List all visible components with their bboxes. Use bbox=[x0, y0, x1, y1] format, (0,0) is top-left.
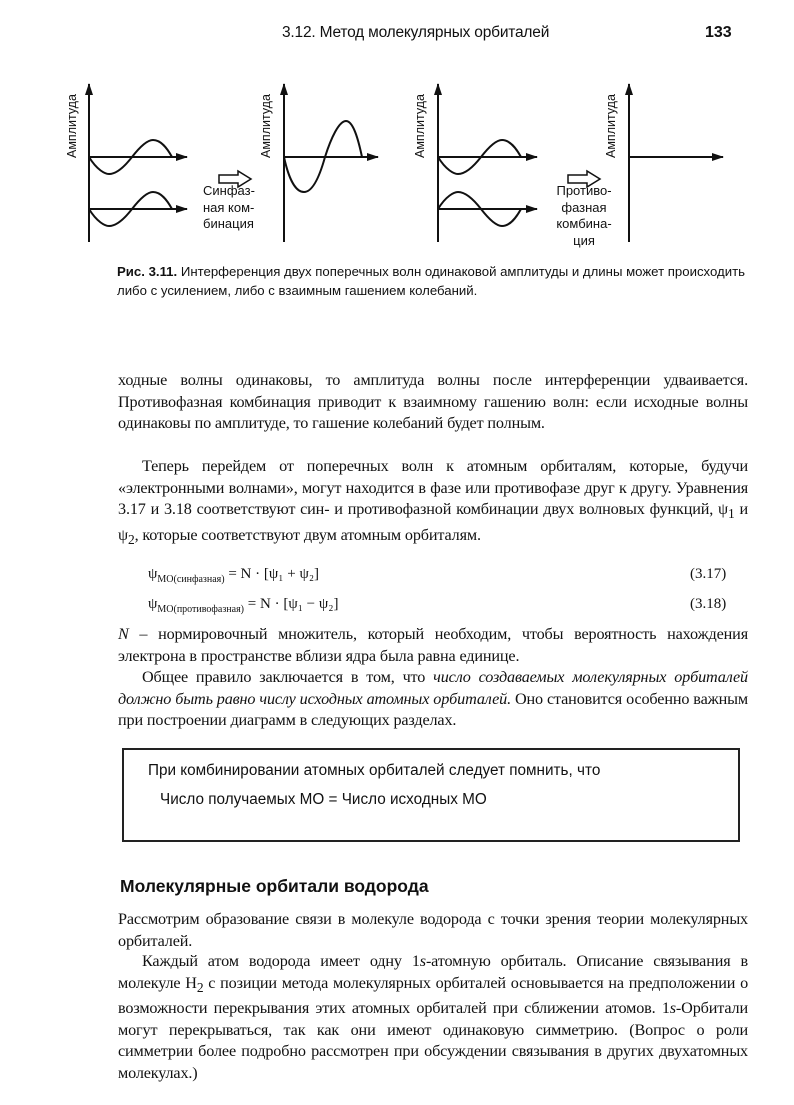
emphasized-rule: число создаваемых молекулярных орбиталей должно быть равно числу исходных атомных орбиталей. bbox=[118, 668, 749, 708]
waves-diagram bbox=[55, 70, 755, 260]
label-line: Синфаз- bbox=[203, 183, 255, 198]
label-line: фазная bbox=[561, 199, 607, 215]
text: , которые соответствуют двум атомным орбиталям. bbox=[134, 525, 481, 544]
y-axis-label: Амплитуда bbox=[65, 94, 79, 158]
text: Общее правило заключается в том, что bbox=[142, 668, 434, 686]
running-title: 3.12. Метод молекулярных орбиталей bbox=[282, 24, 550, 41]
text: -атомную орбиталь. Описание связывания в молекуле H bbox=[118, 952, 748, 992]
subscript: 2 bbox=[196, 979, 204, 995]
equation-number: (3.18) bbox=[690, 596, 727, 612]
rule-line-1: При комбинировании атомных орбиталей следует помнить, что bbox=[148, 762, 601, 779]
orbital-s: s bbox=[419, 952, 426, 970]
figure-caption bbox=[117, 263, 747, 300]
paragraph-1 bbox=[118, 370, 748, 435]
y-axis-label: Амплитуда bbox=[604, 94, 618, 158]
text: с позиции метода молекулярных орбиталей основывается на предположении о возможности перекрывания этих атомных орбиталей при сближении атомов. 1 bbox=[118, 973, 749, 1018]
paragraph-text: Рассмотрим образование связи в молекуле водорода с точки зрения теории молекулярных орбиталей. bbox=[118, 910, 748, 950]
subscript: 2 bbox=[127, 531, 135, 547]
equation-rhs: = N · [ψ₁ − ψ₂] bbox=[244, 596, 339, 612]
out-of-phase-label bbox=[551, 183, 617, 249]
caption-text: Интерференция двух поперечных волн одинаковой амплитуды и длины может происходить либо с усилением, либо с взаимным гашением колебаний. bbox=[117, 264, 745, 298]
text: Каждый атом водорода имеет одну 1 bbox=[142, 952, 420, 970]
panel-destructive bbox=[629, 84, 723, 242]
orbital-s: s bbox=[669, 999, 676, 1018]
in-phase-label bbox=[203, 183, 255, 233]
label-line: ция bbox=[573, 232, 595, 248]
label-line: бинация bbox=[203, 216, 254, 231]
psi-symbol: ψ bbox=[148, 566, 158, 582]
y-axis-label: Амплитуда bbox=[413, 94, 427, 158]
equation-3-18 bbox=[148, 596, 339, 615]
rule-box bbox=[122, 748, 740, 842]
subscript: MO(синфазная) bbox=[157, 574, 225, 585]
label-line: комбина- bbox=[556, 216, 612, 231]
psi-symbol: ψ bbox=[718, 500, 728, 518]
paragraph-text: ходные волны одинаковы, то амплитуда волны после интерференции удваивается. Противофазная комбинация приводит к взаимному гашению волн: если исходные волны одинаковы по амплитуде, то гашение колебаний будет полным. bbox=[118, 371, 748, 432]
paragraph-2 bbox=[118, 456, 748, 550]
text: Теперь перейдем от поперечных волн к атомным орбиталям, которые, будучи «электронными волнами», могут находится в фазе или противофазе друг к другу. Уравнения 3.17 и 3.18 соответствуют син- и противофазной комбинации двух волновых функций, bbox=[118, 457, 748, 518]
paragraph-6 bbox=[118, 951, 748, 1084]
subscript: MO(противофазная) bbox=[157, 604, 245, 615]
page-number: 133 bbox=[705, 24, 732, 41]
label-line: Противо- bbox=[556, 183, 612, 198]
text: – нормировочный множитель, который необходим, чтобы вероятность нахождения электрона в пространстве вблизи ядра была равна единице. bbox=[118, 625, 748, 665]
text: и bbox=[734, 500, 748, 518]
section-heading: Молекулярные орбитали водорода bbox=[120, 876, 429, 896]
text: Оно становится особенно важным при построении диаграмм в следующих разделах. bbox=[118, 689, 748, 729]
label-line: ная ком- bbox=[203, 199, 255, 215]
panel-out-of-phase-inputs bbox=[438, 84, 537, 242]
subscript: 1 bbox=[728, 506, 735, 522]
psi-symbol: ψ bbox=[148, 596, 158, 612]
y-axis-label: Амплитуда bbox=[259, 94, 273, 158]
equation-rhs: = N · [ψ₁ + ψ₂] bbox=[224, 566, 320, 582]
variable-n: N bbox=[118, 625, 129, 643]
equation-number: (3.17) bbox=[690, 566, 727, 582]
interference-figure bbox=[55, 70, 755, 260]
equation-3-17 bbox=[148, 566, 319, 585]
psi-symbol: ψ bbox=[118, 525, 128, 544]
panel-constructive bbox=[284, 84, 378, 242]
caption-label: Рис. 3.11. bbox=[117, 264, 178, 279]
text: -Орбитали могут перекрываться, так как они имеют одинаковую симметрию. (Вопрос о роли симметрии более подробно рассмотрен при обсуждении связывания в других двухатомных молекулах.) bbox=[118, 999, 748, 1082]
paragraph-3 bbox=[118, 624, 748, 732]
rule-line-2: Число получаемых МО = Число исходных МО bbox=[160, 791, 487, 808]
panel-in-phase-inputs bbox=[89, 84, 187, 242]
paragraph-5 bbox=[118, 909, 748, 952]
